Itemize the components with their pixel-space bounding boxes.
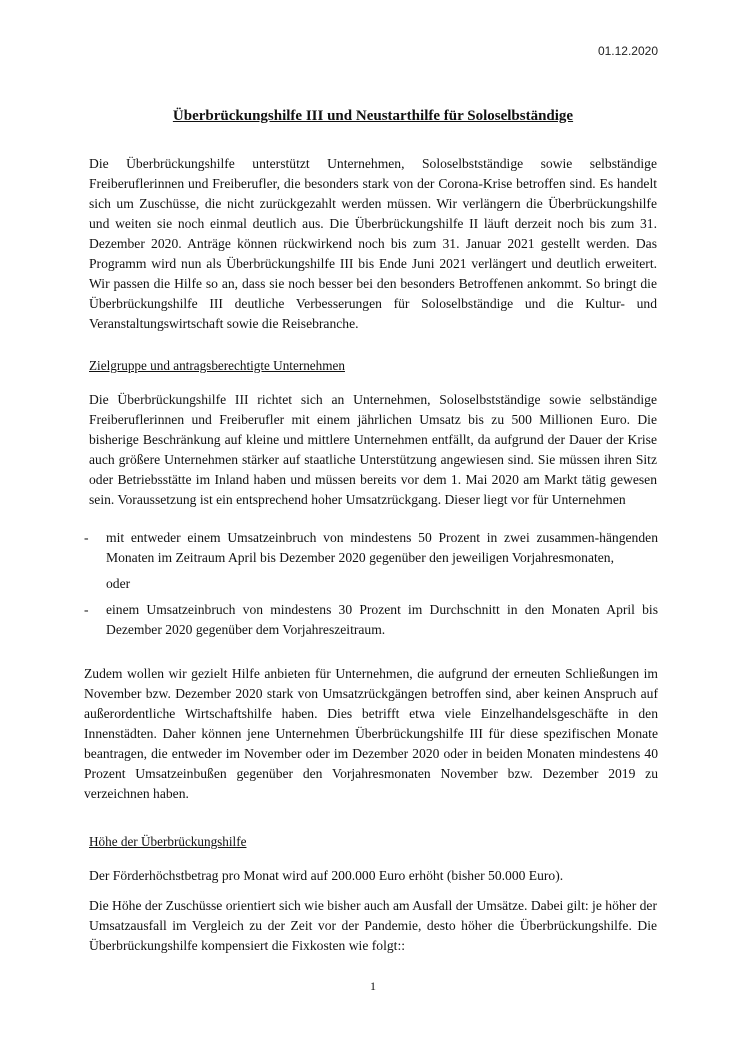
section-heading-hoehe: Höhe der Überbrückungshilfe [89, 834, 247, 849]
document-title: Überbrückungshilfe III und Neustarthilfe für Soloselbständige [172, 108, 574, 124]
hoehe-paragraph-1: Der Förderhöchstbetrag pro Monat wird auf 200.000 Euro erhöht (bisher 50.000 Euro). [89, 868, 564, 883]
zielgruppe-paragraph-2: Zudem wollen wir gezielt Hilfe anbieten für Unternehmen, die aufgrund der erneuten Schließungen im November bzw. Dezember 2020 stark von Umsatzrückgängen betroffen sind, aber keinen Anspruch auf außerordentliche Wirtschaftshilfe haben. Dies betrifft etwa viele Einzelhandelsgeschäfte in den Innenstädten. Daher können jene Unternehmen Überbrückungshilfe III für diese spezifischen Monate beantragen, die entweder im November oder im Dezember 2020 oder in beiden Monaten mindestens 40 Prozent Umsatzeinbußen gegenüber den Vorjahresmonaten November bzw. Dezember 2019 zu verzeichnen haben. [84, 666, 658, 801]
eligibility-list [84, 528, 658, 640]
hoehe-paragraph-2: Die Höhe der Zuschüsse orientiert sich wie bisher auch am Ausfall der Umsätze. Dabei gilt: je höher der Umsatzausfall im Vergleich zu der Zeit vor der Pandemie, desto höher die Überbrückungshilfe. Die Überbrückungshilfe kompensiert die Fixkosten wie folgt:: [89, 898, 657, 953]
list-dash: - [84, 530, 89, 545]
document-date: 01.12.2020 [597, 44, 658, 58]
list-item-text: einem Umsatzeinbruch von mindestens 30 Prozent im Durchschnitt in den Monaten April bis Dezember 2020 gegenüber dem Vorjahreszeitraum. [106, 602, 658, 637]
zielgruppe-paragraph: Die Überbrückungshilfe III richtet sich an Unternehmen, Soloselbstständige sowie selbständige Freiberuflerinnen und Freiberufler mit einem jährlichen Umsatz bis zu 500 Millionen Euro. Die bisherige Beschränkung auf kleine und mittlere Unternehmen entfällt, da aufgrund der Dauer der Krise auch größere Unternehmen stärker auf staatliche Unterstützung angewiesen sind. Sie müssen ihren Sitz oder Betriebsstätte im Inland haben und müssen bereits vor dem 1. Mai 2020 am Markt tätig gewesen sein. Voraussetzung ist ein entsprechend hoher Umsatzrückgang. Dieser liegt vor für Unternehmen [89, 392, 657, 507]
list-dash: - [84, 602, 89, 617]
or-connector: oder [106, 576, 131, 591]
page-number: 1 [370, 979, 376, 993]
list-item [84, 528, 658, 568]
list-item [84, 600, 658, 640]
section-heading-zielgruppe: Zielgruppe und antragsberechtigte Unternehmen [89, 358, 345, 373]
intro-paragraph: Die Überbrückungshilfe unterstützt Unternehmen, Soloselbstständige sowie selbständige Freiberuflerinnen und Freiberufler, die besonders stark von der Corona-Krise betroffen sind. Es handelt sich um Zuschüsse, die nicht zurückgezahlt werden müssen. Wir verlängern die Überbrückungshilfe und weiten sie noch einmal deutlich aus. Die Überbrückungshilfe II läuft derzeit noch bis zum 31. Dezember 2020. Anträge können rückwirkend noch bis zum 31. Januar 2021 gestellt werden. Das Programm wird nun als Überbrückungshilfe III bis Ende Juni 2021 verlängert und deutlich erweitert. Wir passen die Hilfe so an, dass sie noch besser bei den besonders Betroffenen ankommt. So bringt die Überbrückungshilfe III deutliche Verbesserungen für Soloselbständige und die Kultur- und Veranstaltungswirtschaft sowie die Reisebranche. [89, 156, 657, 331]
list-item-text: mit entweder einem Umsatzeinbruch von mindestens 50 Prozent in zwei zusammen-hängenden Monaten im Zeitraum April bis Dezember 2020 gegenüber den jeweiligen Vorjahresmonaten, [106, 530, 658, 565]
